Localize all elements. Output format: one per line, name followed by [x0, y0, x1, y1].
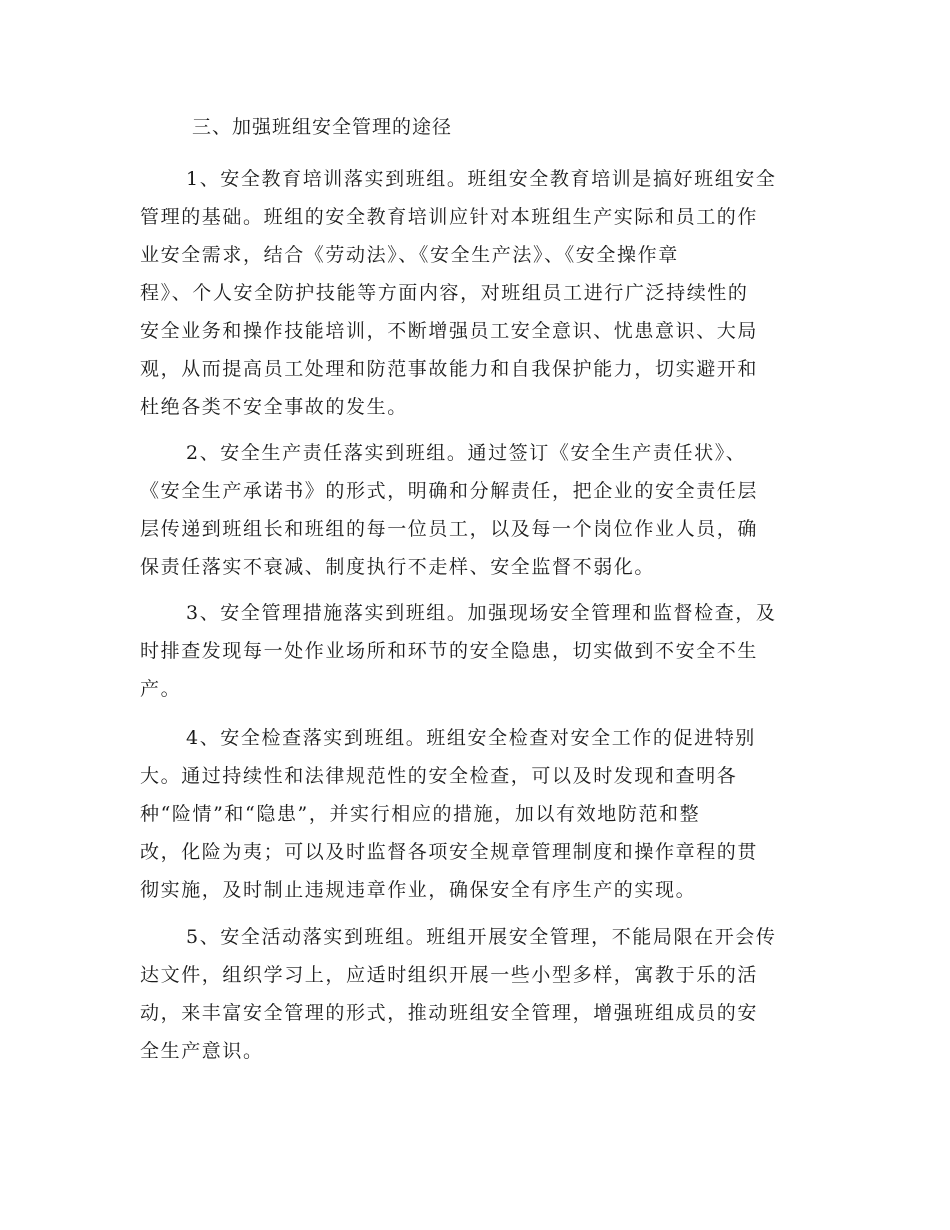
paragraph-line: 产。	[140, 678, 182, 700]
paragraph-line: 管理的基础。班组的安全教育培训应针对本班组生产实际和员工的作	[140, 206, 759, 228]
paragraph-line: 层传递到班组长和班组的每一位员工，以及每一个岗位作业人员，确	[140, 518, 759, 540]
paragraph-line: 2、安全生产责任落实到班组。通过签订《安全生产责任状》、	[186, 442, 747, 464]
paragraph-line: 全生产意识。	[140, 1040, 264, 1062]
paragraph-line: 4、安全检查落实到班组。班组安全检查对安全工作的促进特别	[186, 727, 756, 749]
paragraph-line: 彻实施，及时制止违规违章作业，确保安全有序生产的实现。	[140, 879, 697, 901]
paragraph-line: 时排查发现每一处作业场所和环节的安全隐患，切实做到不安全不生	[140, 640, 759, 662]
paragraph-line: 大。通过持续性和法律规范性的安全检查，可以及时发现和查明各	[140, 765, 738, 787]
paragraph-line: 安全业务和操作技能培训，不断增强员工安全意识、忧患意识、大局	[140, 320, 759, 342]
paragraph-line: 达文件，组织学习上，应适时组织开展一些小型多样，寓教于乐的活	[140, 964, 759, 986]
paragraph-line: 观，从而提高员工处理和防范事故能力和自我保护能力，切实避开和	[140, 358, 759, 380]
section-heading: 三、加强班组安全管理的途径	[192, 116, 453, 138]
paragraph-line: 杜绝各类不安全事故的发生。	[140, 396, 408, 418]
paragraph-line: 保责任落实不衰减、制度执行不走样、安全监督不弱化。	[140, 556, 656, 578]
paragraph-line: 1、安全教育培训落实到班组。班组安全教育培训是搞好班组安全	[186, 168, 777, 190]
paragraph-line: 程》、个人安全防护技能等方面内容，对班组员工进行广泛持续性的	[140, 282, 749, 304]
paragraph-line: 业安全需求，结合《劳动法》、《安全生产法》、《安全操作章	[140, 244, 679, 266]
paragraph-line: 《安全生产承诺书》的形式，明确和分解责任，把企业的安全责任层	[140, 480, 759, 502]
paragraph-line: 动，来丰富安全管理的形式，推动班组安全管理，增强班组成员的安	[140, 1002, 759, 1024]
paragraph-line: 改，化险为夷；可以及时监督各项安全规章管理制度和操作章程的贯	[140, 841, 759, 863]
paragraph-line: 5、安全活动落实到班组。班组开展安全管理，不能局限在开会传	[186, 926, 777, 948]
paragraph-line: 种“险情”和“隐患”，并实行相应的措施，加以有效地防范和整	[140, 803, 701, 825]
paragraph-line: 3、安全管理措施落实到班组。加强现场安全管理和监督检查，及	[186, 602, 777, 624]
